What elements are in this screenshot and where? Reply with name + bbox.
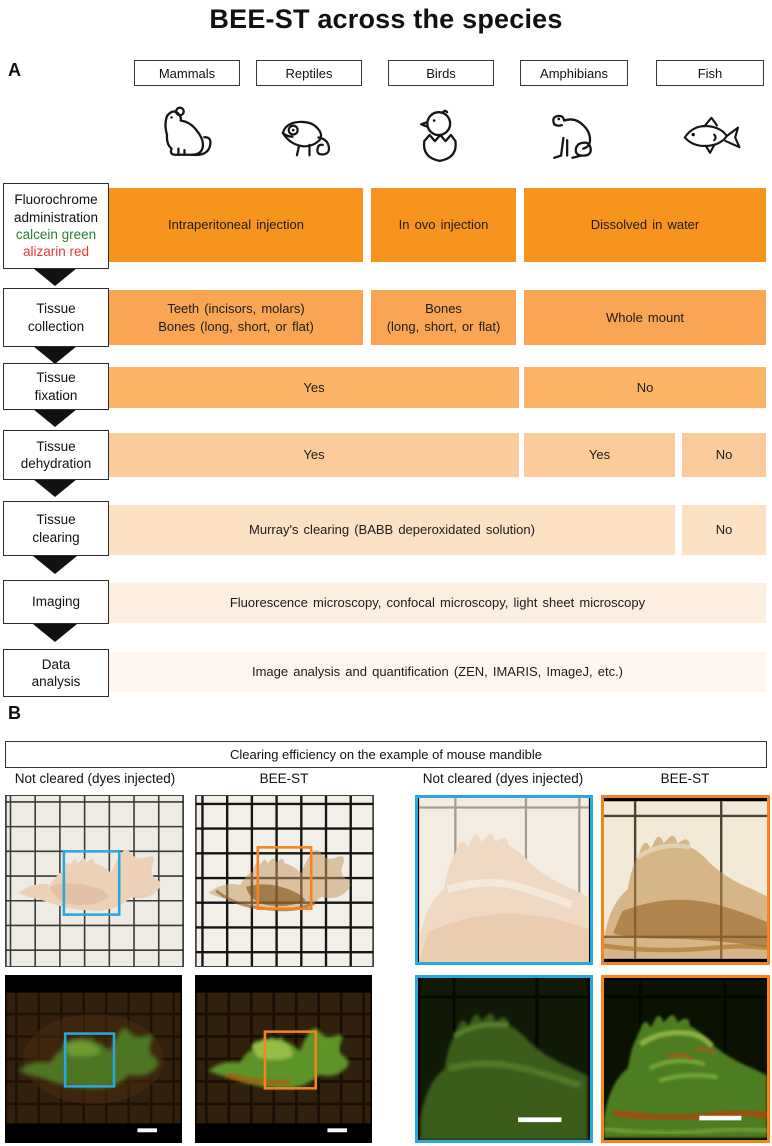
bar-segment: Yes — [524, 433, 675, 477]
step-label-tissue-clearing: Tissue clearing — [3, 501, 109, 556]
bar-segment: Fluorescence microscopy, confocal microscopy, light sheet microscopy — [109, 583, 766, 623]
photo-brightfield-not-cleared — [5, 795, 184, 967]
column-label-not-cleared-1: Not cleared (dyes injected) — [14, 771, 176, 786]
flow-arrow-down-icon — [33, 268, 77, 286]
bar-segment: No — [682, 505, 766, 555]
bar-segment: No — [524, 367, 766, 408]
step-label-imaging: Imaging — [3, 580, 109, 624]
bar-segment: Bones (long, short, or flat) — [371, 290, 516, 345]
species-box-fish: Fish — [656, 60, 764, 86]
scale-bar — [327, 1128, 347, 1132]
chick-hatching-icon — [402, 96, 480, 174]
flow-arrow-down-icon — [33, 479, 77, 497]
scale-bar — [699, 1116, 741, 1121]
calcein-green-label: calcein green — [15, 227, 97, 242]
flow-arrow-down-icon — [33, 624, 77, 642]
scale-bar — [137, 1128, 157, 1132]
species-box-amphibians: Amphibians — [520, 60, 628, 86]
bar-segment: Yes — [109, 367, 519, 408]
species-box-mammals: Mammals — [134, 60, 240, 86]
flow-arrow-down-icon — [33, 409, 77, 427]
bar-segment: Image analysis and quantification (ZEN, IMARIS, ImageJ, etc.) — [109, 652, 766, 692]
panel-b-label: B — [8, 703, 21, 723]
species-box-reptiles: Reptiles — [256, 60, 362, 86]
scale-bar — [518, 1117, 561, 1122]
photo-closeup-bee-st — [601, 795, 770, 965]
photo-fluorescence-closeup-bee-st — [601, 975, 770, 1143]
photo-brightfield-bee-st — [195, 795, 374, 967]
bar-segment: Yes — [109, 433, 519, 477]
bar-segment: Intraperitoneal injection — [109, 188, 363, 262]
bar-segment: Murray's clearing (BABB deperoxidated solution) — [109, 505, 675, 555]
column-label-bee-st-1: BEE-ST — [259, 771, 309, 786]
alizarin-red-label: alizarin red — [22, 244, 90, 260]
frog-icon — [534, 96, 614, 174]
bar-segment: Whole mount — [524, 290, 766, 345]
figure-title: BEE-ST across the species — [209, 4, 563, 34]
photo-fluorescence-closeup-not-cleared — [415, 975, 593, 1143]
panel-a-label: A — [8, 60, 21, 80]
column-label-not-cleared-2: Not cleared (dyes injected) — [422, 771, 584, 786]
species-box-birds: Birds — [388, 60, 494, 86]
bar-segment: In ovo injection — [371, 188, 516, 262]
panel-b-header: Clearing efficiency on the example of mouse mandible — [5, 741, 767, 768]
photo-fluorescence-not-cleared — [5, 975, 182, 1143]
step-label-fluorochrome: Fluorochrome administration calcein green alizarin red — [3, 183, 109, 269]
step-label-data-analysis: Data analysis — [3, 649, 109, 697]
step-label-tissue-dehydration: Tissue dehydration — [3, 430, 109, 480]
column-label-bee-st-2: BEE-ST — [660, 771, 710, 786]
mouse-icon — [146, 96, 226, 174]
bar-segment: Teeth (incisors, molars) Bones (long, short, or flat) — [109, 290, 363, 345]
photo-fluorescence-bee-st — [195, 975, 372, 1143]
flow-arrow-down-icon — [33, 346, 77, 364]
step-label-tissue-fixation: Tissue fixation — [3, 363, 109, 410]
flow-arrow-down-icon — [33, 556, 77, 574]
fish-icon — [668, 100, 752, 172]
bar-segment: No — [682, 433, 766, 477]
bar-segment: Dissolved in water — [524, 188, 766, 262]
photo-closeup-not-cleared — [415, 795, 593, 965]
step-label-tissue-collection: Tissue collection — [3, 288, 109, 347]
chameleon-icon — [266, 98, 350, 174]
